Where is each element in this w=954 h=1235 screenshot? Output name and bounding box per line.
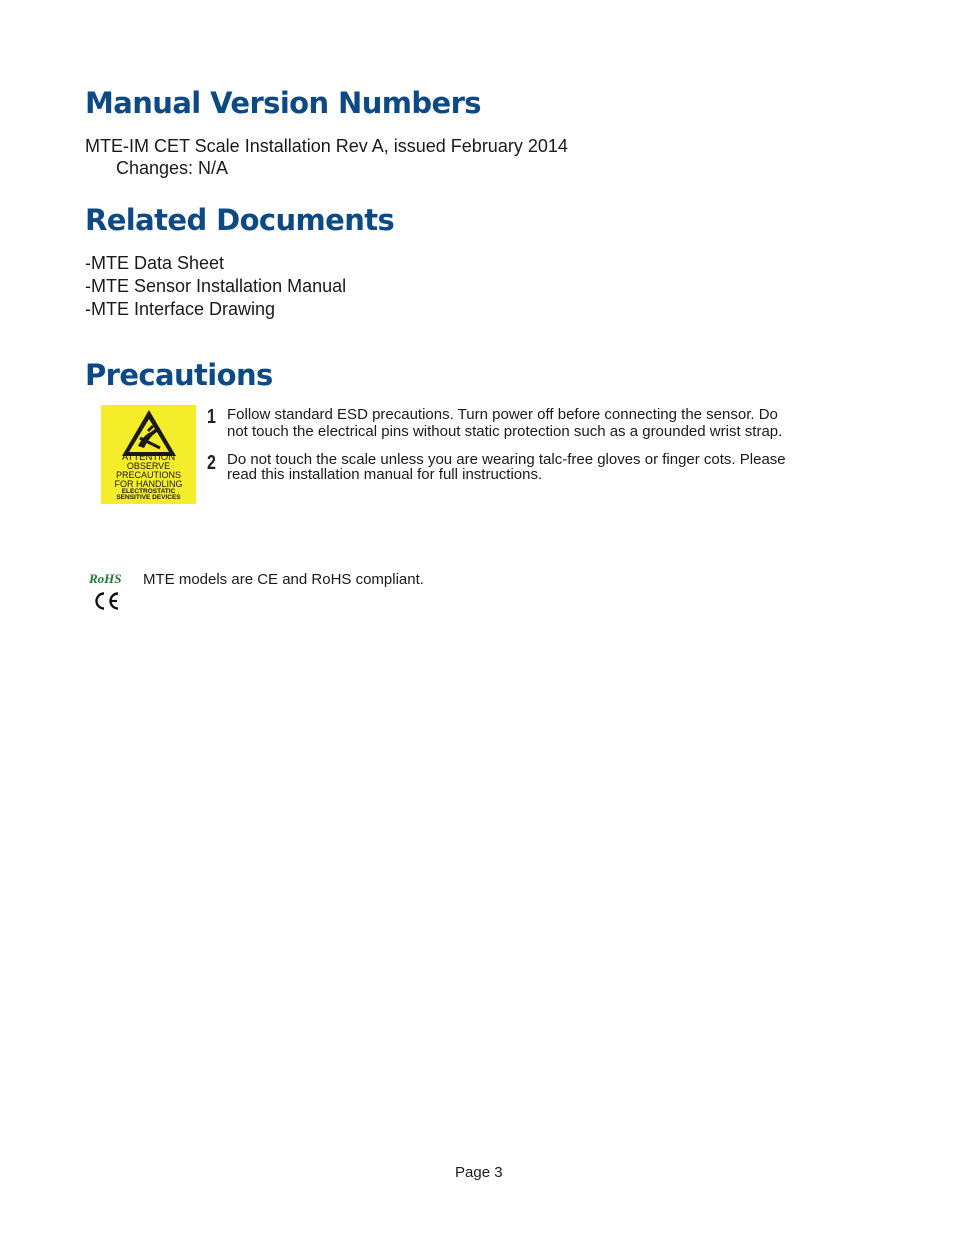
esd-label-line6: SENSITIVE DEVICES (116, 494, 181, 501)
precaution-number-1: 1 (207, 406, 216, 428)
heading-precautions: Precautions (85, 358, 273, 392)
version-line: MTE-IM CET Scale Installation Rev A, issued February 2014 (85, 136, 568, 156)
esd-label-line5: ELECTROSTATIC (121, 488, 176, 495)
related-doc-sensor-installation-manual: -MTE Sensor Installation Manual (85, 276, 347, 296)
esd-warning-icon (120, 408, 178, 458)
heading-manual-version-numbers: Manual Version Numbers (85, 86, 481, 120)
page-number: Page 3 (455, 1164, 503, 1181)
rohs-logo: RoHS (89, 571, 122, 586)
related-doc-interface-drawing: -MTE Interface Drawing (85, 299, 276, 319)
heading-related-documents: Related Documents (85, 203, 395, 237)
esd-label-line2: OBSERVE (126, 461, 171, 471)
esd-warning-label (101, 405, 196, 504)
related-documents-list (85, 252, 346, 321)
esd-label-line3: PRECAUTIONS (115, 470, 181, 480)
precaution-text-2: Do not touch the scale unless you are wearing talc-free gloves or finger cots. Please read this installation manual for full instructions. (227, 451, 786, 483)
esd-label-line1: ATTENTION (121, 452, 176, 463)
related-doc-data-sheet: -MTE Data Sheet (85, 253, 225, 273)
esd-label-line4: FOR HANDLING (114, 479, 183, 489)
precaution-text-1: Follow standard ESD precautions. Turn power off before connecting the sensor. Do not touch the electrical pins without static protection such as a grounded wrist strap. (227, 406, 783, 440)
precaution-number-2: 2 (207, 452, 216, 474)
changes-line: Changes: N/A (116, 158, 229, 178)
compliance-text: MTE models are CE and RoHS compliant. (143, 571, 424, 588)
ce-mark-icon (93, 591, 121, 611)
